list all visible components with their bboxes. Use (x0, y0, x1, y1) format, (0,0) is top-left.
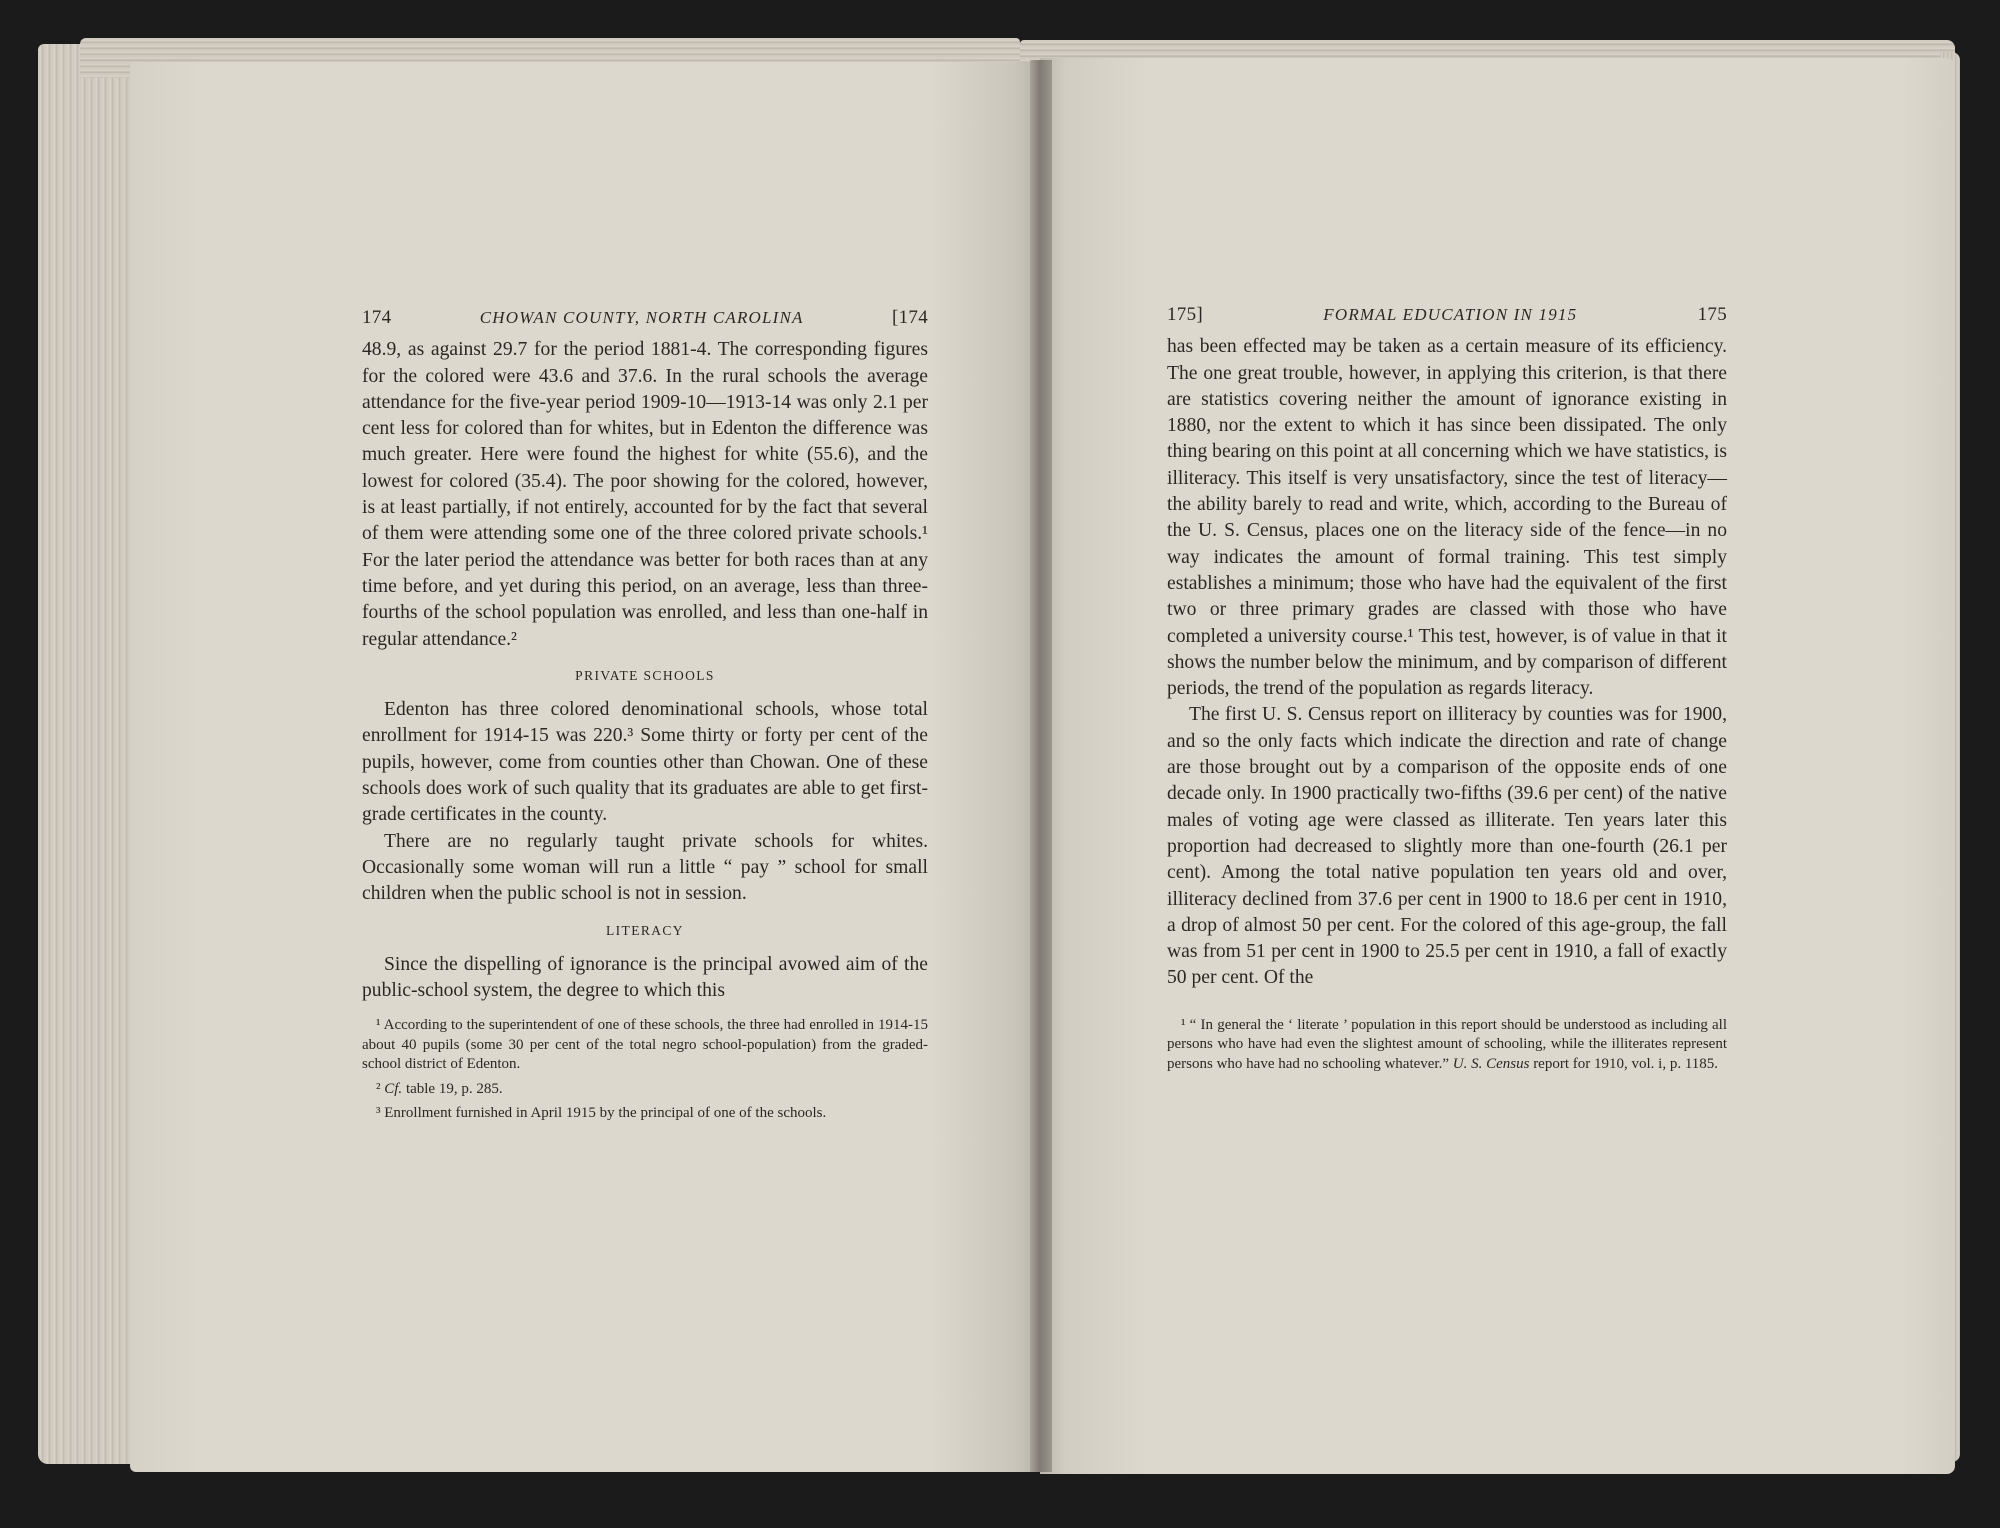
left-footnote-2-prefix: ² (376, 1080, 385, 1097)
right-paragraph-2: The first U. S. Census report on illiteracy by counties was for 1900, and so the only facts which indicate the direction and rate of change are those brought out by a comparison of the opposite ends of one decade only. In 1900 practically two-fifths (39.6 per cent) of the native males of voting age were classed as illiterate. Ten years later this proportion had decreased to slightly more than one-fourth (26.1 per cent). Among the total native population ten years old and over, illiteracy declined from 37.6 per cent in 1900 to 18.6 per cent in 1910, a drop of almost 50 per cent. For the colored of this age-group, the fall was from 51 per cent in 1900 to 25.5 per cent in 1910, a fall of exactly 50 per cent. Of the (1167, 704, 1727, 989)
right-running-head: FORMAL EDUCATION IN 1915 (1323, 305, 1578, 324)
right-footnote-1-end: report for 1910, vol. i, p. 1185. (1529, 1055, 1719, 1072)
right-page-number: 175 (1697, 304, 1727, 325)
left-footnote-2-rest: table 19, p. 285. (402, 1080, 503, 1097)
literacy-heading: LITERACY (606, 922, 684, 938)
left-paragraph-4: Since the dispelling of ignorance is the principal avowed aim of the public-school system, the degree to which this (362, 953, 928, 1002)
left-page-edge-stack (38, 44, 138, 1464)
left-footnote-2 (362, 1080, 928, 1100)
left-paragraph-2: Edenton has three colored denominational schools, whose total enrollment for 1914-15 was 220.³ Some thirty or forty per cent of the pupils, however, come from counties other than Chowan. One of these schools does work of such quality that its graduates are able to get first-grade certificates in the county. (362, 699, 928, 826)
right-bracket-number: 175] (1167, 304, 1204, 325)
right-footnote-1-main: ¹ “ In general the ‘ literate ’ population in this report should be understood as including all persons who have had even the slightest amount of schooling, while the illiterates represent persons who have had no schooling whatever.” (1167, 1016, 1727, 1072)
book-gutter (1030, 60, 1052, 1472)
right-paragraph-1: has been effected may be taken as a certain measure of its efficiency. The one great trouble, however, in applying this criterion, is that there are statistics covering neither the amount of ignorance existing in 1880, nor the extent to which it has since been dissipated. The only thing bearing on this point at all concerning which we have statistics, is illiteracy. This itself is very unsatisfactory, since the test of literacy—the ability barely to read and write, which, according to the Bureau of the U. S. Census, places one on the literacy side of the fence—in no way indicates the amount of formal training. This test simply establishes a minimum; those who have had the equivalent of the first two or three primary grades are classed with those who have completed a university course.¹ This test, however, is of value in that it shows the number below the minimum, and by comparison of different periods, the trend of the population as regards literacy. (1167, 336, 1727, 700)
left-footnote-3: ³ Enrollment furnished in April 1915 by the principal of one of the schools. (376, 1105, 827, 1122)
left-footnotes (362, 1016, 928, 1124)
right-footnote-1 (1167, 1016, 1727, 1075)
right-page-header (1167, 302, 1727, 328)
right-page-text (1167, 302, 1727, 1079)
left-paragraph-3: There are no regularly taught private schools for whites. Occasionally some woman will run a little “ pay ” school for small children when the public school is not in session. (362, 830, 928, 905)
left-paragraph-1: 48.9, as against 29.7 for the period 1881-4. The corresponding figures for the colored were 43.6 and 37.6. In the rural schools the average attendance for the five-year period 1909-10—1913-14 was only 2.1 per cent less for colored than for whites, but in Edenton the difference was much greater. Here were found the highest for white (55.6), and the lowest for colored (35.4). The poor showing for the colored, however, is at least partially, if not entirely, accounted for by the fact that several of them were attending some one of the three colored private schools.¹ For the later period the attendance was better for both races than at any time before, and yet during this period, on an average, less than three-fourths of the school population was enrolled, and less than one-half in regular attendance.² (362, 339, 928, 650)
right-footnotes (1167, 1016, 1727, 1075)
left-footnote-1: ¹ According to the superintendent of one of these schools, the three had enrolled in 1914-15 about 40 pupils (some 30 per cent of the total negro school-population) from the graded-school district of Edenton. (362, 1017, 928, 1073)
private-schools-heading: PRIVATE SCHOOLS (575, 667, 715, 683)
right-footnote-1-source: U. S. Census (1452, 1055, 1530, 1072)
left-running-head: CHOWAN COUNTY, NORTH CAROLINA (479, 308, 804, 327)
left-bracket-number: [174 (891, 307, 928, 328)
left-page-number: 174 (362, 307, 392, 328)
left-footnote-2-cf: Cf. (384, 1080, 403, 1097)
left-page-text (362, 305, 928, 1129)
left-page-header (362, 305, 928, 331)
